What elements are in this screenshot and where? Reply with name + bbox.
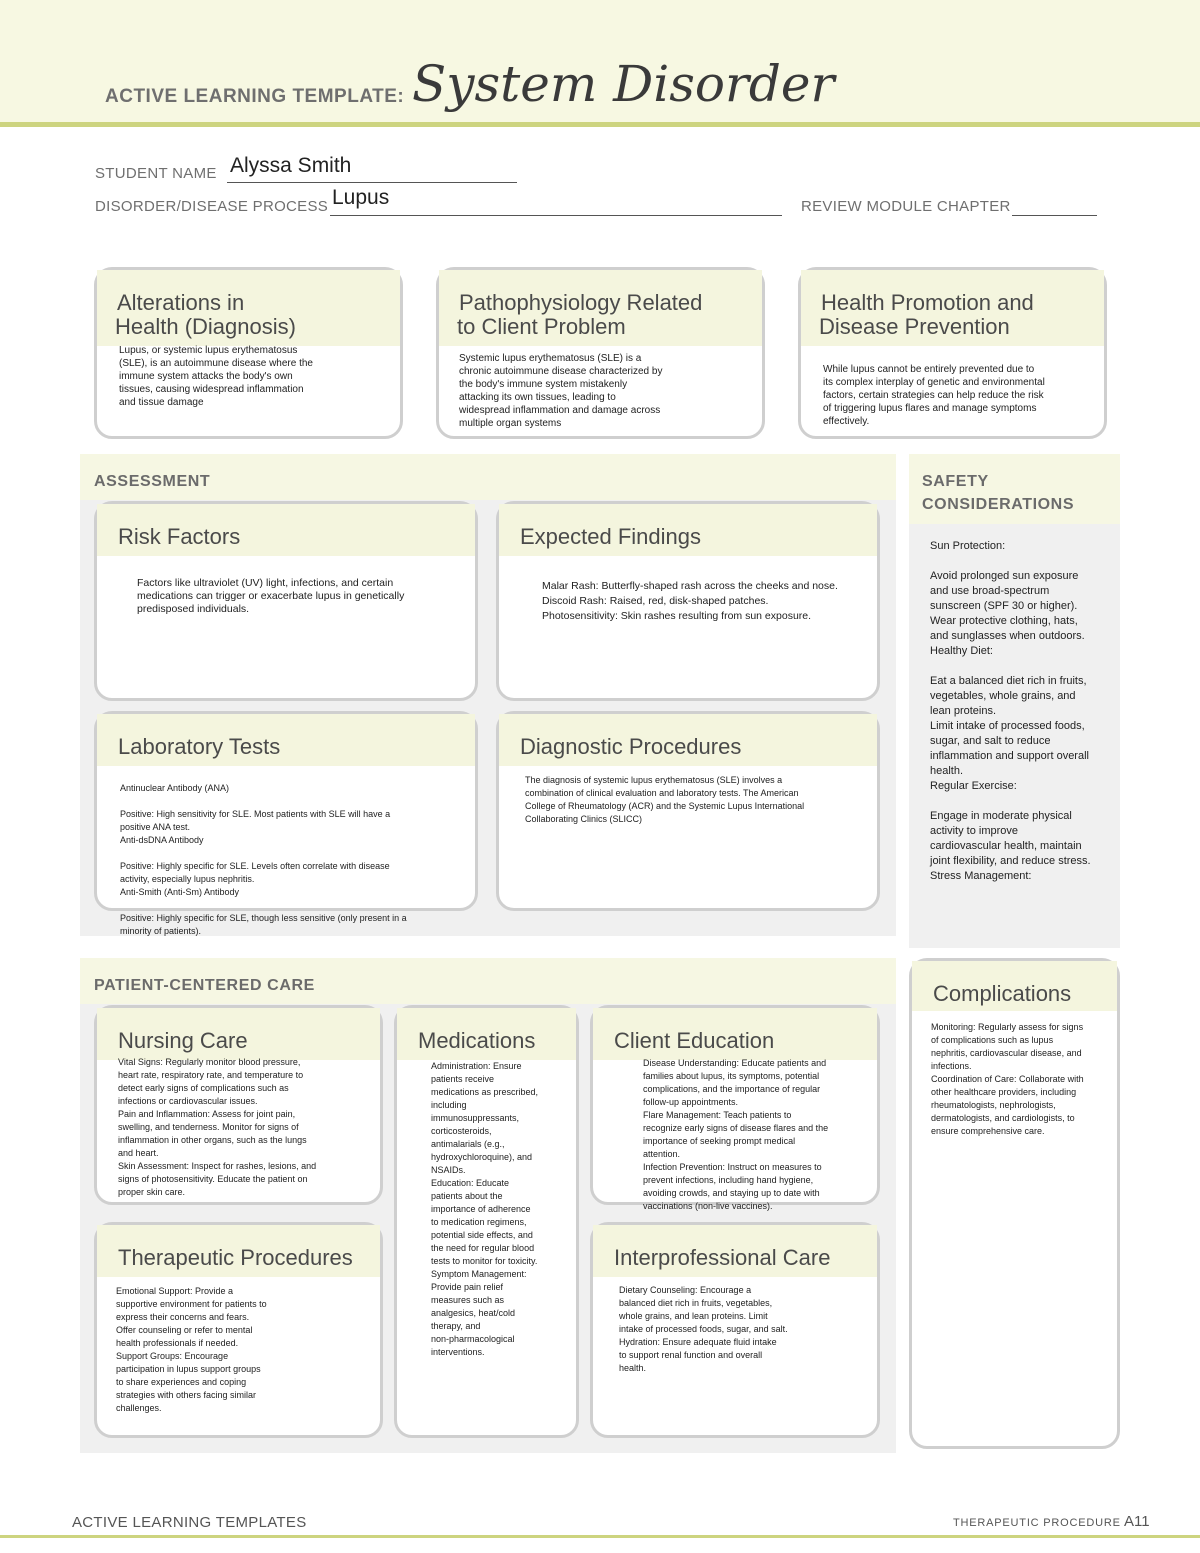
- student-name-line: [227, 182, 517, 183]
- risk-factors-title: Risk Factors: [118, 524, 241, 549]
- expected-findings-body: Malar Rash: Butterfly-shaped rash across the cheeks and nose. Discoid Rash: Raised, red, disk-shaped patches. Photosensitivity: Skin rashes resulting from sun exposure.: [542, 580, 838, 622]
- template-label: ACTIVE LEARNING TEMPLATE:: [105, 86, 405, 107]
- pathophysiology-body: Systemic lupus erythematosus (SLE) is a chronic autoimmune disease characterized by the body's immune system mistakenly attacking its own tissues, leading to widespread inflammation and damage across multiple organ systems: [459, 353, 663, 429]
- interprofessional-care-card: [590, 1222, 880, 1438]
- nursing-care-card: [94, 1005, 383, 1205]
- diagnostic-procedures-card: [496, 711, 880, 911]
- expected-findings-card: [496, 501, 880, 701]
- header-rule: [0, 122, 1200, 127]
- template-title: System Disorder: [412, 55, 835, 113]
- footer-rule: [0, 1535, 1200, 1538]
- pathophysiology-card: [436, 267, 765, 439]
- laboratory-tests-title: Laboratory Tests: [118, 734, 281, 759]
- alterations-card: [94, 267, 403, 439]
- medications-card: [394, 1005, 579, 1438]
- alterations-body: Lupus, or systemic lupus erythematosus (SLE), is an autoimmune disease where the immune system attacks the body's own tissues, causing widespread inflammation and tissue damage: [119, 345, 313, 408]
- client-education-card: [590, 1005, 880, 1211]
- client-education-body: Disease Understanding: Educate patients and families about lupus, its symptoms, potential complications, and the importance of regular follow-up appointments. Flare Management: Teach patients to recognize early signs of disease flares and the importance of seeking prompt medical attention. Infection Prevention: Instruct on measures to prevent infections, including hand hygiene, avoiding crowds, and staying up to date with vaccinations (non-live vaccines).: [643, 1058, 829, 1211]
- pathophysiology-title-1: Pathophysiology Related: [459, 290, 703, 315]
- patient-care-title: PATIENT-CENTERED CARE: [94, 977, 315, 994]
- assessment-title: ASSESSMENT: [94, 473, 211, 490]
- health-promotion-title-2: Disease Prevention: [819, 314, 1010, 339]
- footer-right-text: THERAPEUTIC PROCEDURE: [953, 1517, 1121, 1529]
- risk-factors-body: Factors like ultraviolet (UV) light, infections, and certain medications can trigger or exacerbate lupus in genetically predisposed individuals.: [137, 577, 405, 615]
- client-education-title: Client Education: [614, 1028, 775, 1053]
- complications-body: Monitoring: Regularly assess for signs of complications such as lupus nephritis, cardiovascular disease, and infections. Coordination of Care: Collaborate with other healthcare providers, including rheumatologists, nephrologists, dermatologists, and cardiologists, to ensure comprehensive care.: [931, 1022, 1084, 1136]
- interprofessional-care-body: Dietary Counseling: Encourage a balanced diet rich in fruits, vegetables, whole grains, and lean proteins. Limit intake of processed foods, sugar, and salt. Hydration: Ensure adequate fluid intake to support renal function and overall health.: [619, 1285, 788, 1373]
- disorder-value[interactable]: Lupus: [332, 186, 390, 209]
- disorder-label: DISORDER/DISEASE PROCESS: [95, 198, 329, 215]
- nursing-care-title: Nursing Care: [118, 1028, 248, 1053]
- diagnostic-procedures-title: Diagnostic Procedures: [520, 734, 742, 759]
- therapeutic-procedures-body: Emotional Support: Provide a supportive environment for patients to express their concerns and fears. Offer counseling or refer to mental health professionals if needed. Support Groups: Encourage participation in lupus support groups to share experiences and coping strategies with others facing similar challenges.: [116, 1286, 267, 1413]
- complications-card: [909, 958, 1120, 1449]
- complications-title: Complications: [933, 981, 1072, 1006]
- safety-title-2: CONSIDERATIONS: [922, 496, 1075, 513]
- review-module-line[interactable]: [1012, 215, 1097, 216]
- health-promotion-card: [798, 267, 1107, 439]
- alterations-title-2: Health (Diagnosis): [115, 314, 296, 339]
- health-promotion-body: While lupus cannot be entirely prevented due to its complex interplay of genetic and environmental factors, certain strategies can help reduce the risk of triggering lupus flares and manage symptoms effectively.: [823, 364, 1045, 427]
- expected-findings-title: Expected Findings: [520, 524, 701, 549]
- disorder-line: [330, 215, 782, 216]
- review-module-label: REVIEW MODULE CHAPTER: [801, 198, 1011, 215]
- medications-body: Administration: Ensure patients receive medications as prescribed, including immunosuppressants, corticosteroids, antimalarials (e.g., hydroxychloroquine), and NSAIDs. Education: Educate patients about the importance of adherence to medication regimens, potential side effects, and the need for regular blood tests to monitor for toxicity. Symptom Management: Provide pain relief measures such as analgesics, heat/cold therapy, and non-pharmacological interventions.: [431, 1061, 539, 1357]
- nursing-care-body: Vital Signs: Regularly monitor blood pressure, heart rate, respiratory rate, and temperature to detect early signs of complications such as infections or cardiovascular issues. Pain and Inflammation: Assess for joint pain, swelling, and tenderness. Monitor for signs of inflammation in other organs, such as the lungs and heart. Skin Assessment: Inspect for rashes, lesions, and signs of photosensitivity. Educate the patient on proper skin care.: [118, 1057, 317, 1197]
- diagnostic-procedures-body: The diagnosis of systemic lupus erythematosus (SLE) involves a combination of clinical evaluation and laboratory tests. The American College of Rheumatology (ACR) and the Systemic Lupus International Collaborating Clinics (SLICC): [525, 775, 805, 824]
- laboratory-tests-body: Antinuclear Antibody (ANA) Positive: High sensitivity for SLE. Most patients with SLE will have a positive ANA test. Anti-dsDNA Antibody Positive: Highly specific for SLE. Levels often correlate with disease activity, especially lupus nephritis. Anti-Smith (Anti-Sm) Antibody Positive: Highly specific for SLE, though less sensitive (only present in a minority of patients).: [120, 783, 407, 936]
- alterations-title-1: Alterations in: [117, 290, 245, 315]
- interprofessional-care-title: Interprofessional Care: [614, 1245, 831, 1270]
- risk-factors-card: [94, 501, 478, 701]
- medications-title: Medications: [418, 1028, 536, 1053]
- safety-title-1: SAFETY: [922, 473, 989, 490]
- therapeutic-procedures-card: [94, 1222, 383, 1438]
- pathophysiology-title-2: to Client Problem: [457, 314, 626, 339]
- health-promotion-title-1: Health Promotion and: [821, 290, 1034, 315]
- safety-body: Sun Protection: Avoid prolonged sun exposure and use broad-spectrum sunscreen (SPF 30 or higher). Wear protective clothing, hats, and sunglasses when outdoors. Healthy Diet: Eat a balanced diet rich in fruits, vegetables, whole grains, and lean proteins. Limit intake of processed foods, sugar, and salt to reduce inflammation and support overall health. Regular Exercise: Engage in moderate physical activity to improve cardiovascular health, maintain joint flexibility, and reduce stress. Stress Management:: [930, 540, 1091, 882]
- footer-left-text: ACTIVE LEARNING TEMPLATES: [72, 1514, 307, 1531]
- therapeutic-procedures-title: Therapeutic Procedures: [118, 1245, 353, 1270]
- footer-page-number: A11: [1124, 1513, 1150, 1530]
- student-name-value[interactable]: Alyssa Smith: [230, 154, 352, 177]
- student-name-label: STUDENT NAME: [95, 165, 217, 182]
